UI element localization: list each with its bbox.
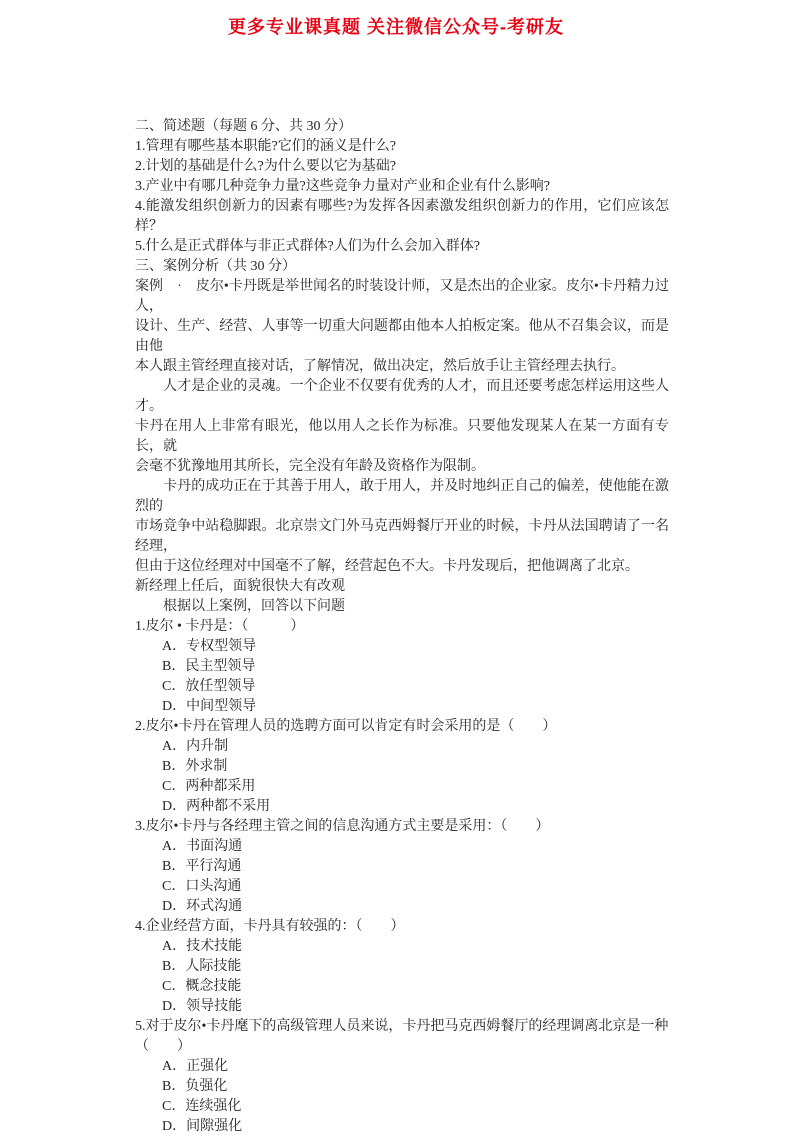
- mc-option: C．放任型领导: [162, 679, 256, 694]
- section-two-title: 二、简述题（每题 6 分、共 30 分）: [135, 119, 352, 134]
- case-line: 会毫不犹豫地用其所长，完全没有年龄及资格作为限制。: [135, 459, 485, 474]
- mc-option: D．环式沟通: [162, 899, 243, 914]
- case-line: 人才是企业的灵魂。一个企业不仅要有优秀的人才，而且还要考虑怎样运用这些人才。: [135, 379, 669, 414]
- mc-option: D．中间型领导: [162, 699, 257, 714]
- brief-question-line: 2.计划的基础是什么?为什么要以它为基础?: [135, 159, 396, 174]
- case-line: 根据以上案例，回答以下问题: [135, 599, 345, 614]
- case-line: 设计、生产、经营、人事等一切重大问题都由他本人拍板定案。他从不召集会议，而是由他: [135, 319, 669, 354]
- promo-header-text: 更多专业课真题 关注微信公众号-考研友: [228, 17, 564, 37]
- mc-question-stem: （ ）: [135, 1039, 191, 1054]
- mc-question-stem: 5.对于皮尔•卡丹麾下的高级管理人员来说，卡丹把马克西姆餐厅的经理调离北京是一种: [135, 1019, 669, 1034]
- mc-option: A．技术技能: [162, 939, 243, 954]
- brief-question-list: [135, 137, 669, 257]
- brief-question-line: 4.能激发组织创新力的因素有哪些?为发挥各因素激发组织创新力的作用，它们应该怎样？: [135, 199, 669, 234]
- mc-option: B．负强化: [162, 1079, 228, 1094]
- multiple-choice-questions: [135, 617, 669, 1137]
- case-line: 卡丹的成功正在于其善于用人，敢于用人，并及时地纠正自己的偏差，使他能在激烈的: [135, 479, 669, 514]
- mc-option: D．两种都不采用: [162, 799, 271, 814]
- mc-option: A．书面沟通: [162, 839, 243, 854]
- mc-option: A．内升制: [162, 739, 229, 754]
- case-line: 卡丹在用人上非常有眼光，他以用人之长作为标准。只要他发现某人在某一方面有专长，就: [135, 419, 669, 454]
- mc-option: C．连续强化: [162, 1099, 242, 1114]
- case-line: 本人跟主管经理直接对话，了解情况，做出决定，然后放手让主管经理去执行。: [135, 359, 625, 374]
- brief-question-line: 1.管理有哪些基本职能?它们的涵义是什么?: [135, 139, 396, 154]
- mc-option: A．专权型领导: [162, 639, 257, 654]
- case-line: 但由于这位经理对中国毫不了解，经营起色不大。卡丹发现后，把他调离了北京。: [135, 559, 639, 574]
- brief-question-line: 3.产业中有哪几种竞争力量?这些竞争力量对产业和企业有什么影响?: [135, 179, 550, 194]
- section-three-title: 三、案例分析（共 30 分）: [135, 259, 296, 274]
- mc-question-stem: 4.企业经营方面，卡丹具有较强的：（ ）: [135, 919, 405, 934]
- document-body: [135, 117, 669, 1137]
- mc-option: B．平行沟通: [162, 859, 242, 874]
- mc-option: D．间隙强化: [162, 1119, 243, 1134]
- brief-question-line: 5.什么是正式群体与非正式群体?人们为什么会加入群体?: [135, 239, 480, 254]
- mc-option: B．外求制: [162, 759, 228, 774]
- case-line: 新经理上任后，面貌很快大有改观: [135, 579, 345, 594]
- mc-option: C．两种都采用: [162, 779, 256, 794]
- mc-option: C．概念技能: [162, 979, 242, 994]
- mc-option: B．民主型领导: [162, 659, 256, 674]
- mc-option: B．人际技能: [162, 959, 242, 974]
- mc-option: C．口头沟通: [162, 879, 242, 894]
- mc-question-stem: 1.皮尔 • 卡丹是：（ ）: [135, 619, 305, 634]
- mc-question-stem: 3.皮尔•卡丹与各经理主管之间的信息沟通方式主要是采用：（ ）: [135, 819, 550, 834]
- mc-option: A．正强化: [162, 1059, 229, 1074]
- case-line: 案例 · 皮尔•卡丹既是举世闻名的时装设计师，又是杰出的企业家。皮尔•卡丹精力过人，: [135, 279, 669, 314]
- case-description: [135, 277, 669, 617]
- mc-question-stem: 2.皮尔•卡丹在管理人员的选聘方面可以肯定有时会采用的是（ ）: [135, 719, 557, 734]
- case-line: 市场竞争中站稳脚跟。北京崇文门外马克西姆餐厅开业的时候，卡丹从法国聘请了一名经理，: [135, 519, 669, 554]
- mc-option: D．领导技能: [162, 999, 243, 1014]
